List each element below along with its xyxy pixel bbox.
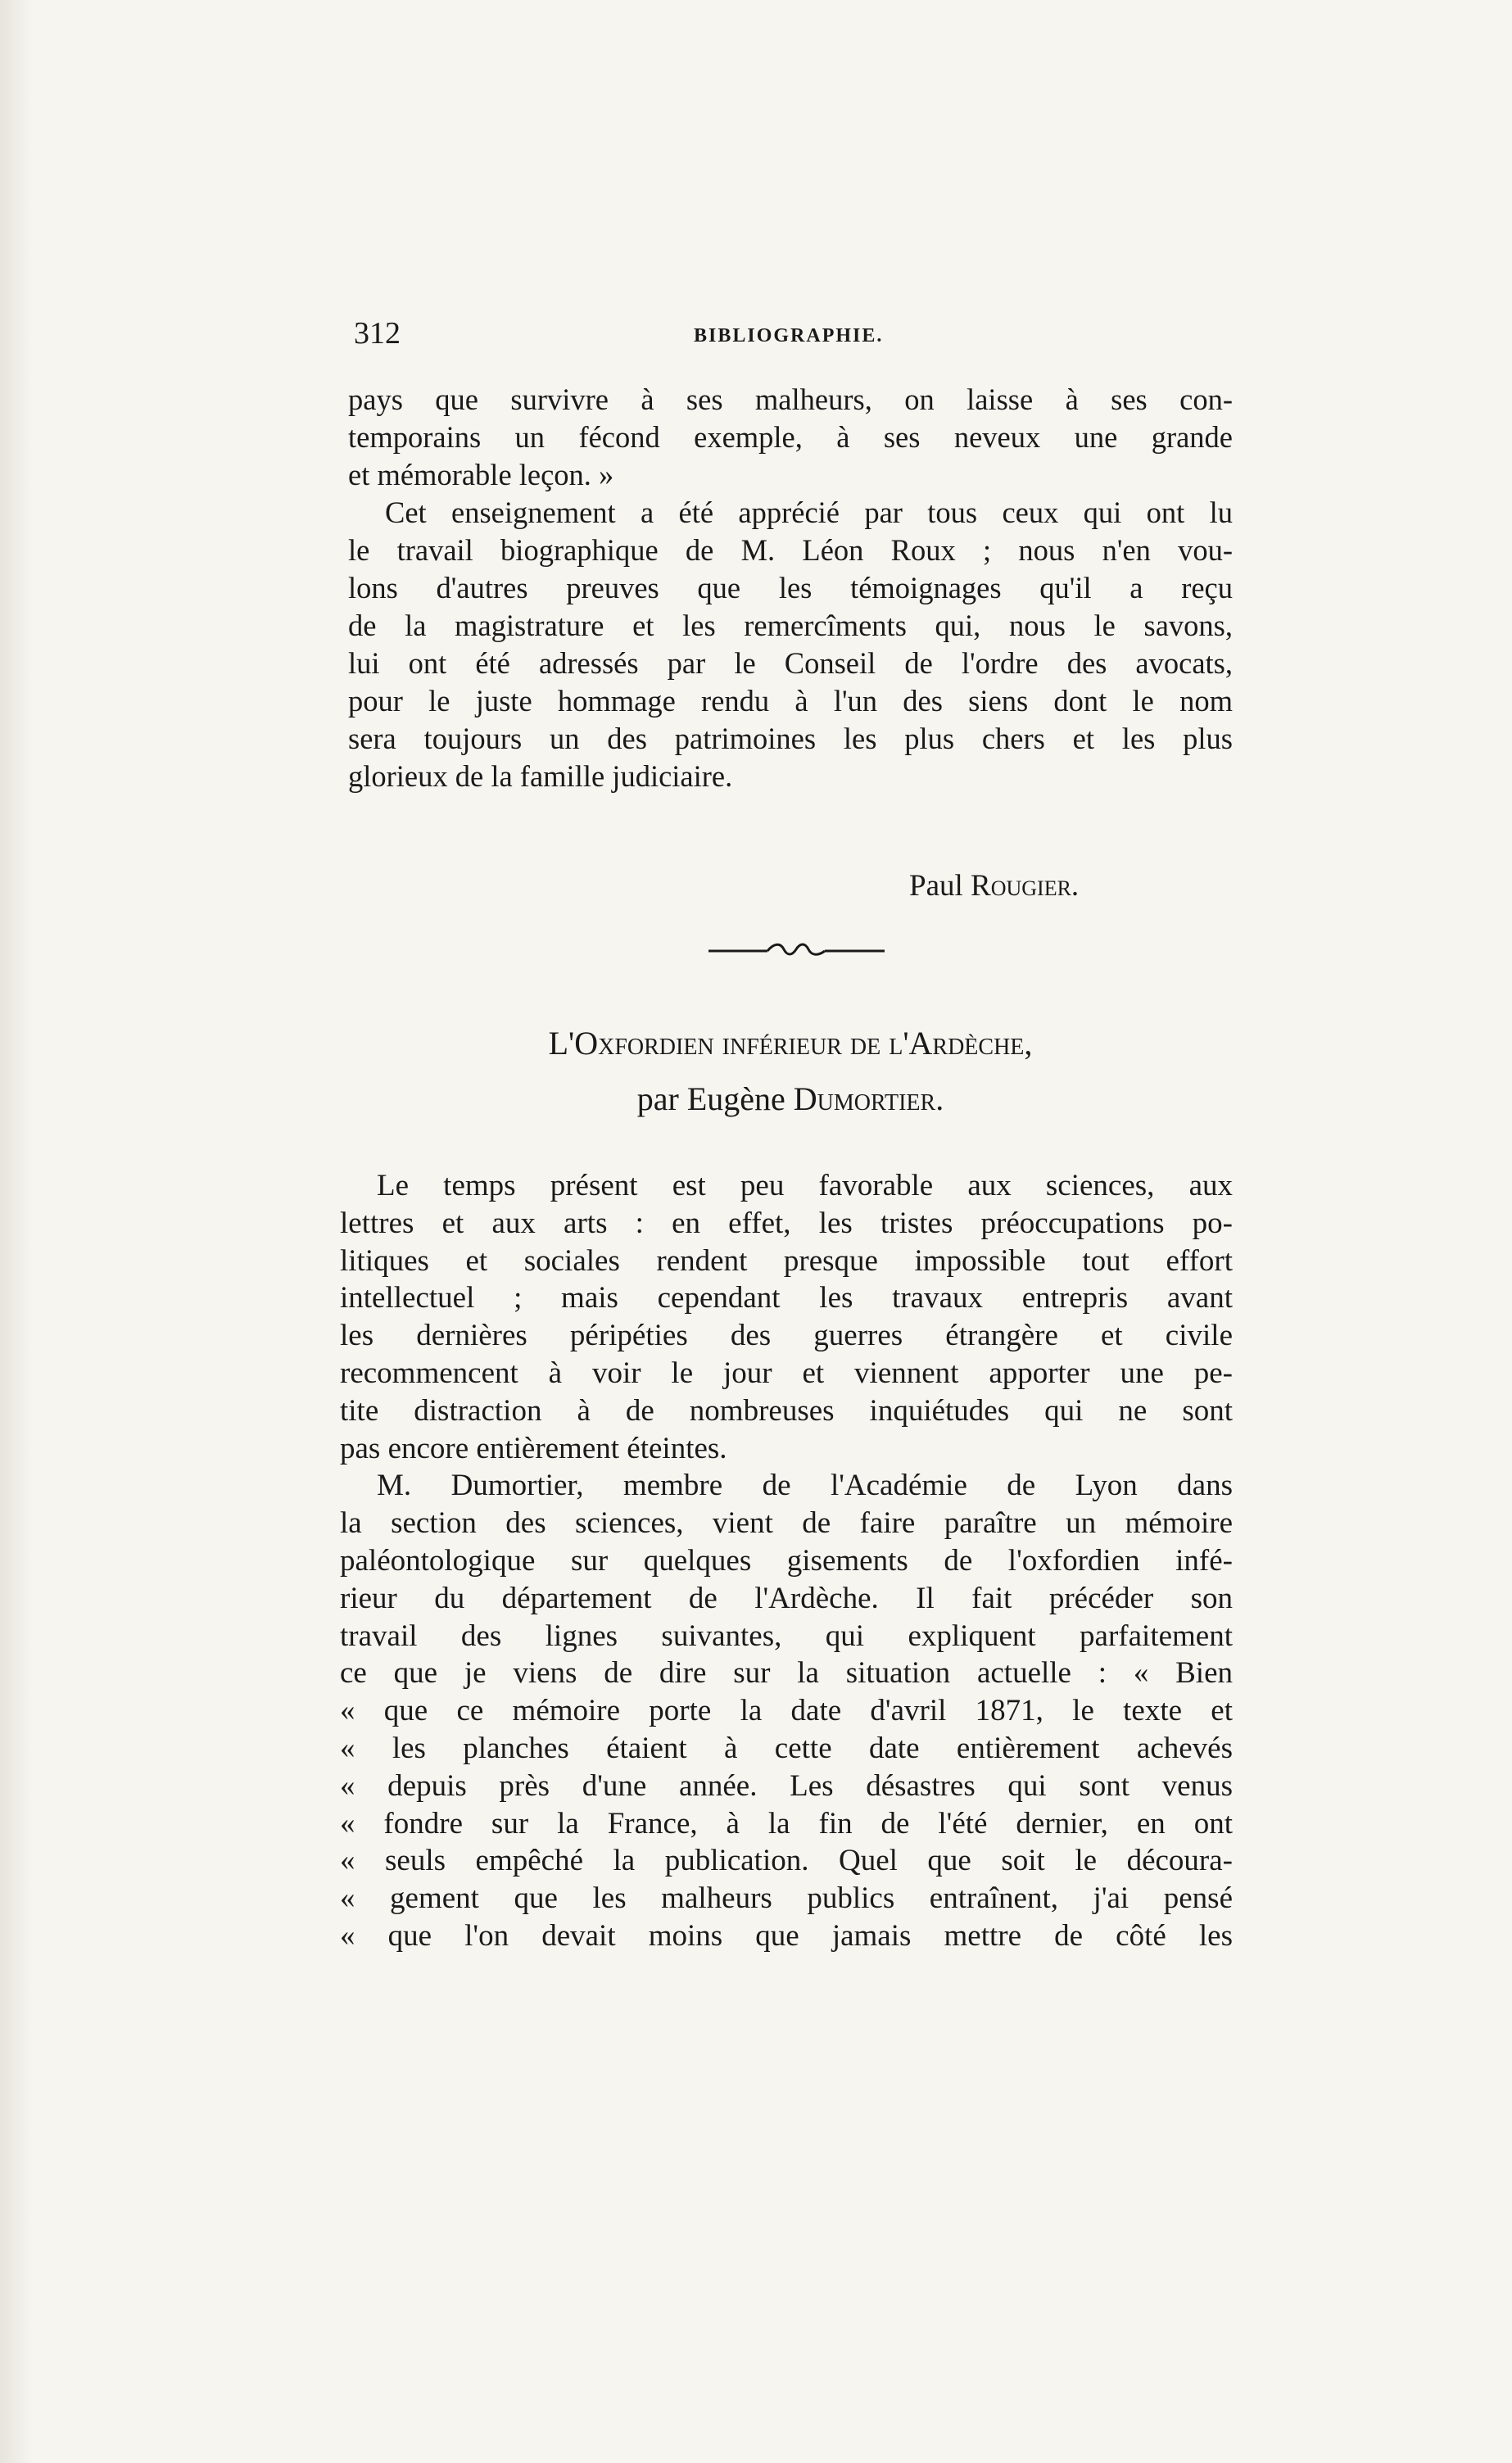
- review-title: [344, 1024, 1237, 1062]
- text-line: « que ce mémoire porte la date d'avril 1871, le texte et: [340, 1694, 1233, 1728]
- text-line: glorieux de la famille judiciaire.: [348, 759, 733, 793]
- text-line: le travail biographique de M. Léon Roux ; nous n'en vou-: [348, 533, 1233, 567]
- text-line: temporains un fécond exemple, à ses neveux une grande: [348, 420, 1233, 454]
- text-line: « seuls empêché la publication. Quel que soit le découra-: [340, 1844, 1233, 1878]
- review-author-name: Dumortier.: [793, 1080, 944, 1117]
- text-line: sera toujours un des patrimoines les plus chers et les plus: [348, 722, 1233, 755]
- page-number: 312: [354, 316, 401, 351]
- scan-edge: [0, 0, 33, 2463]
- running-head: BIBLIOGRAPHIE.: [694, 325, 884, 346]
- text-line: rieur du département de l'Ardèche. Il fait précéder son: [340, 1581, 1233, 1615]
- text-line: de la magistrature et les remercîments qui, nous le savons,: [348, 609, 1233, 642]
- text-line: « que l'on devait moins que jamais mettre de côté les: [340, 1918, 1233, 1953]
- review-author-prefix: par Eugène: [636, 1080, 785, 1117]
- text-line: lons d'autres preuves que les témoignages qu'il a reçu: [348, 571, 1233, 604]
- text-line: travail des lignes suivantes, qui expliquent parfaitement: [340, 1619, 1233, 1653]
- text-line: « fondre sur la France, à la fin de l'été dernier, en ont: [340, 1806, 1233, 1840]
- review-title-line-1: L'Oxfordien inférieur de l'Ardèche,: [548, 1025, 1033, 1062]
- text-line: la section des sciences, vient de faire paraître un mémoire: [340, 1506, 1233, 1541]
- text-line: recommencent à voir le jour et viennent apporter une pe-: [340, 1356, 1233, 1390]
- text-line: « les planches étaient à cette date entièrement achevés: [340, 1731, 1233, 1765]
- text-line: « depuis près d'une année. Les désastres qui sont venus: [340, 1768, 1233, 1803]
- review-conclusion: [348, 381, 1233, 795]
- text-line: pas encore entièrement éteintes.: [340, 1431, 727, 1465]
- review-author: [344, 1080, 1237, 1118]
- text-line: lettres et aux arts : en effet, les tristes préoccupations po-: [340, 1206, 1233, 1240]
- text-line: les dernières péripéties des guerres étrangère et civile: [340, 1319, 1233, 1353]
- text-line: lui ont été adressés par le Conseil de l'ordre des avocats,: [348, 646, 1233, 680]
- review-body: [340, 1167, 1233, 1955]
- text-line: intellectuel ; mais cependant les travaux entrepris avant: [340, 1281, 1233, 1315]
- text-line: « gement que les malheurs publics entraînent, j'ai pensé: [340, 1881, 1233, 1916]
- text-line: tite distraction à de nombreuses inquiétudes qui ne sont: [340, 1393, 1233, 1428]
- text-line: Cet enseignement a été apprécié par tous ceux qui ont lu: [385, 496, 1233, 529]
- page-header: [354, 315, 1238, 364]
- text-line: ce que je viens de dire sur la situation actuelle : « Bien: [340, 1656, 1233, 1691]
- text-line: paléontologique sur quelques gisements de l'oxfordien infé-: [340, 1543, 1233, 1578]
- signature-first-name: Paul: [909, 869, 963, 903]
- text-line: litiques et sociales rendent presque impossible tout effort: [340, 1243, 1233, 1278]
- author-signature: [909, 868, 1079, 903]
- text-line: M. Dumortier, membre de l'Académie de Lyon dans: [377, 1469, 1233, 1503]
- text-line: Le temps présent est peu favorable aux sciences, aux: [377, 1169, 1233, 1202]
- signature-last-name: Rougier.: [971, 869, 1080, 903]
- text-line: et mémorable leçon. »: [348, 458, 614, 491]
- text-line: pays que survivre à ses malheurs, on laisse à ses con-: [348, 383, 1233, 416]
- text-line: pour le juste hommage rendu à l'un des siens dont le nom: [348, 684, 1233, 718]
- section-divider-ornament: [708, 939, 885, 959]
